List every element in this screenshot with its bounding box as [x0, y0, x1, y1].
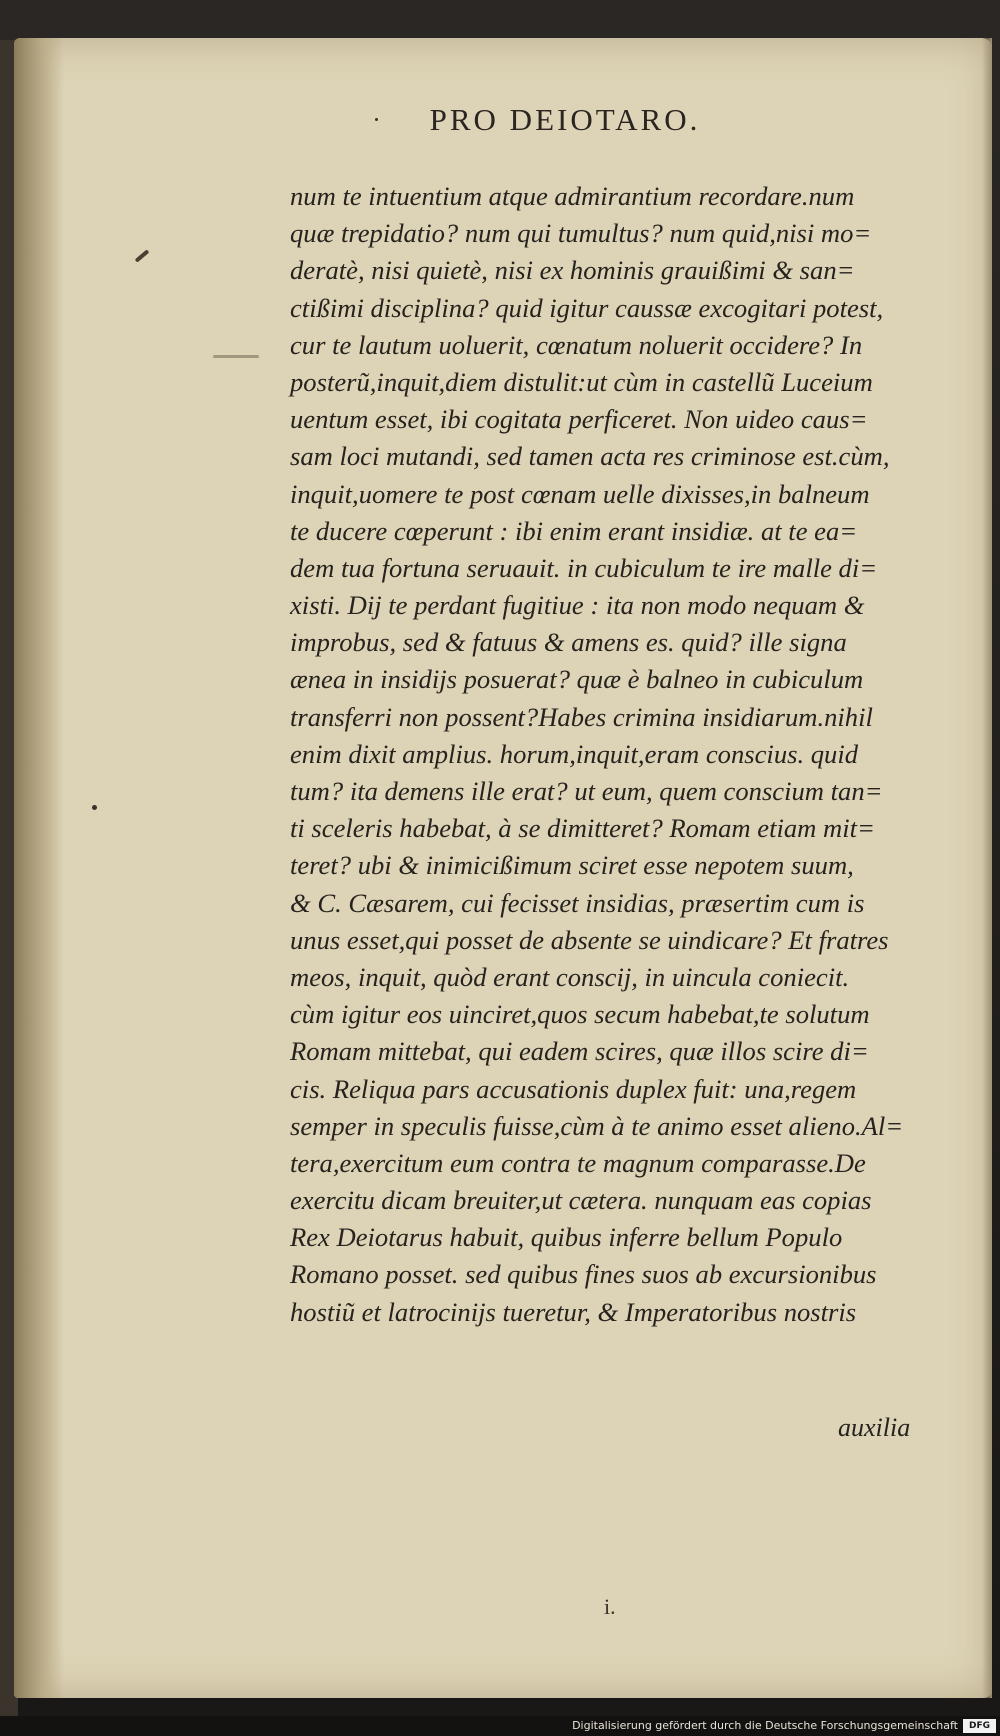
- text-line: Romano posset. sed quibus fines suos ab excursionibus: [290, 1259, 877, 1290]
- text-line: meos, inquit, quòd erant conscij, in uincula coniecit.: [290, 961, 850, 992]
- text-line: te ducere cœperunt : ibi enim erant insidiæ. at te ea=: [290, 515, 858, 546]
- text-line: num te intuentium atque admirantium recordare.num: [290, 181, 855, 211]
- text-line: unus esset,qui posset de absente se uindicare? Et fratres: [290, 924, 889, 955]
- text-line: transferri non possent?Habes crimina insidiarum.nihil: [290, 701, 873, 732]
- text-line: uentum esset, ibi cogitata perficeret. Non uideo caus=: [290, 404, 868, 435]
- catchword: auxilia: [838, 1413, 911, 1442]
- text-line: sam loci mutandi, sed tamen acta res criminose est.cùm,: [290, 441, 890, 472]
- text-line: ctißimi disciplina? quid igitur caussæ excogitari potest,: [290, 292, 884, 323]
- margin-smudge: [213, 355, 259, 358]
- text-line: dem tua fortuna seruauit. in cubiculum te ire malle di=: [290, 552, 878, 583]
- text-line: posterũ,inquit,diem distulit:ut cùm in castellũ Luceium: [290, 366, 873, 397]
- text-line: cùm igitur eos uinciret,quos secum habebat,te solutum: [290, 999, 870, 1030]
- body-text: [290, 178, 930, 1331]
- text-line: & C. Cæsarem, cui fecisset insidias, præsertim cum is: [290, 887, 865, 918]
- text-line: enim dixit amplius. horum,inquit,eram conscius. quid: [290, 738, 859, 769]
- text-line: tum? ita demens ille erat? ut eum, quem conscium tan=: [290, 776, 883, 806]
- text-line: Romam mittebat, qui eadem scires, quæ illos scire di=: [290, 1036, 869, 1067]
- page-right-edge: [982, 38, 992, 1698]
- text-line: semper in speculis fuisse,cùm à te animo esset alieno.Al=: [290, 1110, 904, 1141]
- running-head: PRO DEIOTARO.: [429, 102, 701, 137]
- text-line: deratè, nisi quietè, nisi ex hominis grauißimi & san=: [290, 255, 855, 286]
- text-line: exercitu dicam breuiter,ut cætera. nunquam eas copias: [290, 1185, 872, 1216]
- text-line: ænea in insidijs posuerat? quæ è balneo in cubiculum: [290, 664, 864, 695]
- dfg-logo: DFG: [963, 1719, 996, 1733]
- digitization-footer: [0, 1716, 1000, 1736]
- text-line: cur te lautum uoluerit, cœnatum noluerit occidere? In: [290, 329, 863, 360]
- text-line: teret? ubi & inimicißimum sciret esse nepotem suum,: [290, 850, 854, 881]
- text-line: tera,exercitum eum contra te magnum comparasse.De: [290, 1147, 866, 1178]
- margin-ink-dot: [92, 805, 97, 810]
- text-line: hostiũ et latrocinijs tueretur, & Imperatoribus nostris: [290, 1296, 857, 1327]
- text-line: cis. Reliqua pars accusationis duplex fuit: una,regem: [290, 1073, 857, 1104]
- text-line: ti sceleris habebat, à se dimitteret? Romam etiam mit=: [290, 813, 875, 844]
- page-gutter: [14, 38, 64, 1698]
- text-line: Rex Deiotarus habuit, quibus inferre bellum Populo: [290, 1222, 843, 1253]
- signature-mark: i.: [604, 1594, 616, 1619]
- text-line: improbus, sed & fatuus & amens es. quid? ille signa: [290, 627, 847, 658]
- footer-credit: Digitalisierung gefördert durch die Deutsche Forschungsgemeinschaft: [572, 1719, 958, 1732]
- text-line: xisti. Dij te perdant fugitiue : ita non modo nequam &: [290, 590, 865, 621]
- text-line: quæ trepidatio? num qui tumultus? num quid,nisi mo=: [290, 218, 872, 249]
- text-line: inquit,uomere te post cœnam uelle dixisses,in balneum: [290, 478, 870, 509]
